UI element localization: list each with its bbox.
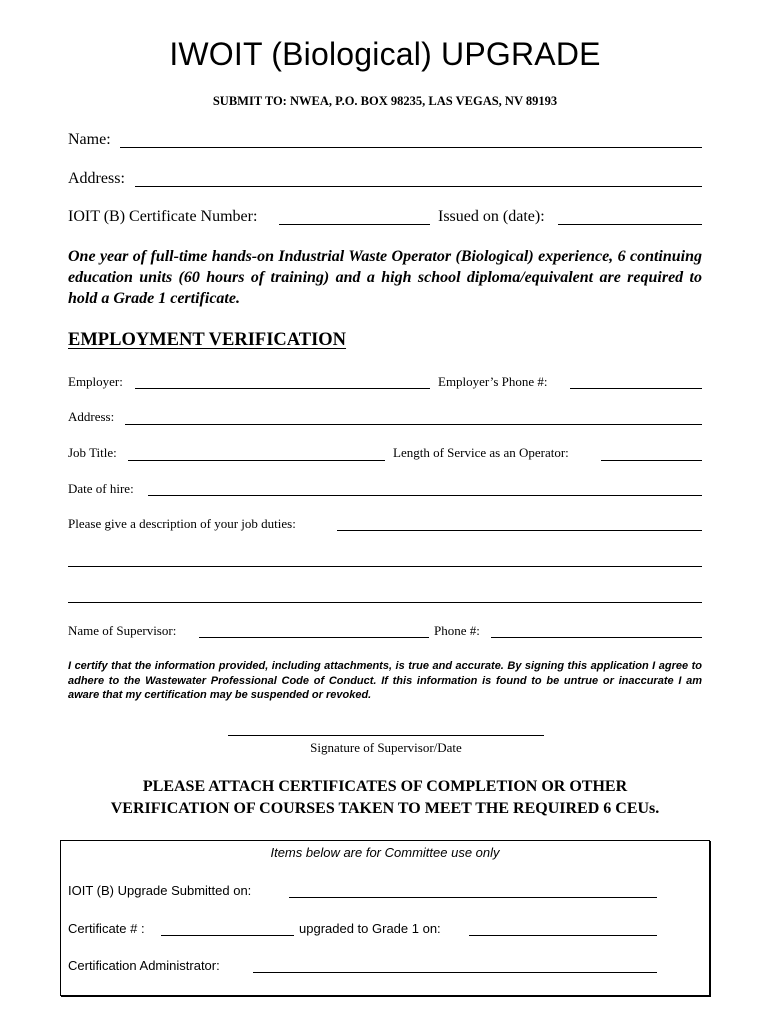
- date-of-hire-label: Date of hire:: [68, 481, 134, 496]
- supervisor-name-field[interactable]: [199, 637, 429, 638]
- name-field[interactable]: [120, 147, 702, 148]
- job-duties-field-line-3[interactable]: [68, 602, 702, 603]
- certification-statement: I certify that the information provided, including attachments, is true and accurate. By signing this application I agree to adhere to the Wastewater Professional Code of Conduct. If this information is found to be untrue or inaccurate I am aware that my certification may be suspended or revoked.: [68, 660, 702, 701]
- committee-certificate-field[interactable]: [161, 935, 294, 936]
- length-of-service-field[interactable]: [601, 460, 702, 461]
- committee-certificate-label: Certificate # :: [68, 921, 145, 936]
- supervisor-phone-field[interactable]: [491, 637, 702, 638]
- job-duties-field[interactable]: [337, 530, 702, 531]
- form-title: IWOIT (Biological) UPGRADE: [169, 36, 601, 72]
- employer-field[interactable]: [135, 388, 430, 389]
- certificate-number-label: IOIT (B) Certificate Number:: [68, 208, 258, 225]
- supervisor-phone-label: Phone #:: [434, 623, 480, 638]
- address-label: Address:: [68, 170, 125, 187]
- upgrade-submitted-field[interactable]: [289, 897, 657, 898]
- supervisor-signature-field[interactable]: [228, 735, 544, 736]
- attach-notice-line-1: PLEASE ATTACH CERTIFICATES OF COMPLETION OR OTHER: [142, 778, 628, 795]
- attach-notice-line-2: VERIFICATION OF COURSES TAKEN TO MEET THE REQUIRED 6 CEUs.: [110, 800, 660, 817]
- employment-verification-heading: EMPLOYMENT VERIFICATION: [68, 330, 347, 350]
- signature-caption: Signature of Supervisor/Date: [310, 740, 462, 755]
- date-of-hire-field[interactable]: [148, 495, 702, 496]
- upgraded-to-grade-label: upgraded to Grade 1 on:: [299, 921, 441, 936]
- employer-address-field[interactable]: [125, 424, 702, 425]
- employer-label: Employer:: [68, 374, 123, 389]
- issued-on-label: Issued on (date):: [438, 208, 545, 225]
- name-label: Name:: [68, 131, 111, 148]
- upgraded-to-grade-field[interactable]: [469, 935, 657, 936]
- submit-to-address: SUBMIT TO: NWEA, P.O. BOX 98235, LAS VEGAS, NV 89193: [212, 94, 558, 108]
- requirements-paragraph: One year of full-time hands-on Industrial Waste Operator (Biological) experience, 6 continuing education units (60 hours of training) and a high school diploma/equivalent are required to hold a Grade 1 certificate.: [68, 248, 702, 307]
- length-of-service-label: Length of Service as an Operator:: [393, 445, 569, 460]
- upgrade-submitted-label: IOIT (B) Upgrade Submitted on:: [68, 883, 252, 898]
- employer-address-label: Address:: [68, 409, 115, 424]
- address-field[interactable]: [135, 186, 702, 187]
- job-duties-field-line-2[interactable]: [68, 566, 702, 567]
- job-title-label: Job Title:: [68, 445, 117, 460]
- certificate-number-field[interactable]: [279, 224, 430, 225]
- certification-administrator-label: Certification Administrator:: [68, 958, 220, 973]
- employer-phone-label: Employer’s Phone #:: [438, 374, 548, 389]
- job-title-field[interactable]: [128, 460, 385, 461]
- supervisor-name-label: Name of Supervisor:: [68, 623, 177, 638]
- committee-use-header: Items below are for Committee use only: [270, 845, 500, 860]
- job-duties-label: Please give a description of your job duties:: [68, 516, 296, 531]
- attach-certificates-notice: [40, 776, 730, 820]
- certification-administrator-field[interactable]: [253, 972, 657, 973]
- issued-on-field[interactable]: [558, 224, 702, 225]
- employer-phone-field[interactable]: [570, 388, 702, 389]
